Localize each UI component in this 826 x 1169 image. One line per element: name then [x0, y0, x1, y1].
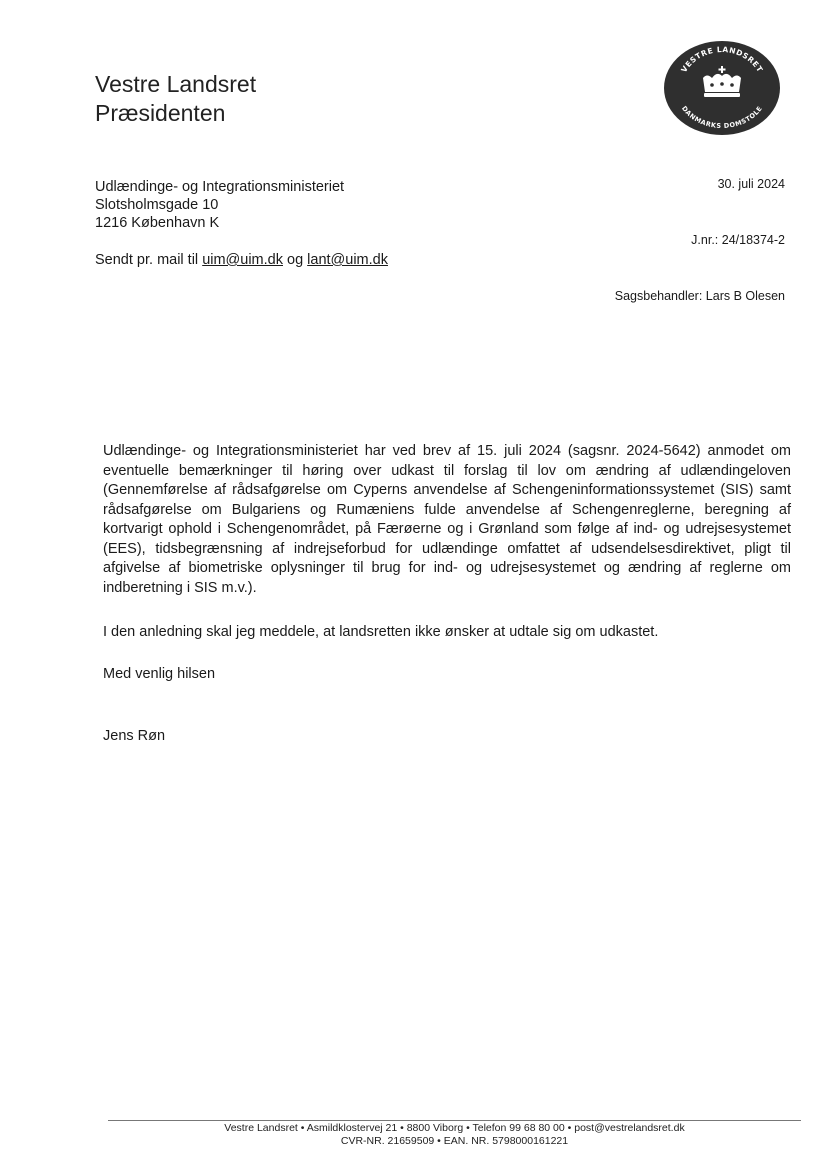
- footer-divider: [108, 1120, 801, 1121]
- email-link-lant[interactable]: lant@uim.dk: [307, 252, 388, 268]
- sent-by-mail: [95, 251, 388, 269]
- footer-line1: Vestre Landsret • Asmildklostervej 21 • 8800 Viborg • Telefon 99 68 80 00 • post@vestrelandsret.dk: [224, 1122, 685, 1134]
- body-paragraph-1: Udlændinge- og Integrationsministeriet har ved brev af 15. juli 2024 (sagsnr. 2024-5642) anmodet om eventuelle bemærkninger til høring over udkast til forslag til lov om ændring af udlændingeloven (Gennemførelse af rådsafgørelse om Cyperns anvendelse af Schengeninformationssystemet (SIS) samt rådsafgørelse om Bulgariens og Rumæniens fulde anvendelse af Schengenreglerne, beregning af kortvarigt ophold i Schengenområdet, på Færøerne og i Grønland som følge af ind- og udrejsesystemet (EES), tidsbegrænsning af indrejseforbud for udlændinge omfattet af udsendelsesdirektivet, pligt til afgivelse af biometriske oplysninger til brug for ind- og udrejsesystemet og ændring af reglerne om indberetning i SIS m.v.).: [103, 443, 791, 596]
- letter-body: [103, 442, 791, 598]
- seal-top-text: VESTRE LANDSRET: [679, 44, 765, 75]
- sent-joiner: og: [282, 252, 308, 268]
- email-link-uim[interactable]: uim@uim.dk: [202, 252, 283, 268]
- journal-number: J.nr.: 24/18374-2: [691, 233, 785, 247]
- recipient-line3: 1216 København K: [95, 215, 220, 231]
- court-name-line2: Præsidenten: [95, 100, 226, 126]
- court-name: [95, 70, 256, 128]
- footer-line2: CVR-NR. 21659509 • EAN. NR. 5798000161221: [340, 1135, 569, 1147]
- recipient-line1: Udlændinge- og Integrationsministeriet: [95, 179, 345, 195]
- letter-date: 30. juli 2024: [717, 177, 785, 191]
- case-handler: Sagsbehandler: Lars B Olesen: [614, 289, 785, 303]
- seal-bottom-text: DANMARKS DOMSTOLE: [680, 104, 764, 131]
- body-paragraph-2: I den anledning skal jeg meddele, at landsretten ikke ønsker at udtale sig om udkastet.: [103, 624, 659, 640]
- sent-prefix: Sendt pr. mail til: [95, 252, 203, 268]
- footer: [108, 1122, 801, 1148]
- court-seal-icon: [663, 40, 781, 136]
- closing-salutation: Med venlig hilsen: [103, 666, 216, 682]
- recipient-address: [95, 178, 344, 232]
- recipient-line2: Slotsholmsgade 10: [95, 197, 219, 213]
- signer-name: Jens Røn: [103, 728, 166, 744]
- court-name-line1: Vestre Landsret: [95, 71, 257, 97]
